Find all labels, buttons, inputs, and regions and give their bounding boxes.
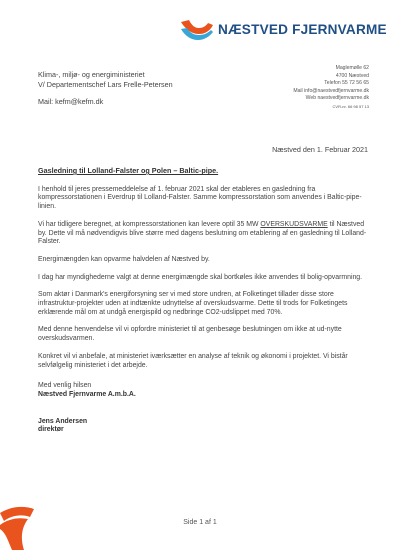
closing-greeting: Med venlig hilsen: [38, 382, 92, 390]
paragraph-7: Konkret vil vi anbefale, at ministeriet iværksætter en analyse af teknik og økonomi i projektet. Vi bistår selvfølgelig ministeriet i det arbejde.: [38, 352, 348, 369]
footer-logo-mark-icon: [0, 505, 34, 555]
signature-title: direktør: [38, 426, 64, 434]
letter-content: [38, 167, 370, 435]
brand-name: NÆSTVED FJERNVARME: [218, 22, 387, 37]
sender-mail[interactable]: Mail info@naestvedfjernvarme.dk: [293, 87, 369, 94]
paragraph-4: I dag har myndighederne valgt at denne energimængde skal bortkøles ikke anvendes til bolig-opvarmning.: [38, 273, 363, 281]
recipient-block: [38, 70, 173, 107]
paragraph-3: Energimængden kan opvarme halvdelen af Næstved by.: [38, 255, 210, 263]
company-logo: [181, 20, 387, 40]
paragraph-2-end: til Næstved by. Dette vil må nødvendigvis blive større med dagens beslutning om etablering af en gasledning til Lolland-Falster.: [38, 220, 367, 246]
recipient-mail[interactable]: Mail: kefm@kefm.dk: [38, 97, 104, 107]
logo-mark-icon: [181, 20, 213, 40]
sender-city: 4700 Næstved: [335, 72, 369, 79]
paragraph-1: I henhold til jeres pressemeddelelse af 1. februar 2021 skal der etableres en gasledning fra kompressorstationen i Everdrup til Lolland-Falster. Samme kompressorstation som anvendes i Baltic-pipe-linien.: [38, 185, 362, 211]
page-number: Side 1 af 1: [183, 519, 217, 526]
sender-phone: Telefon 55 72 56 65: [324, 80, 369, 87]
closing-block: [38, 382, 370, 399]
paragraph-2: [38, 221, 370, 247]
signature-block: [38, 418, 370, 435]
sender-cvr: CVR-nr. 66 98 57 13: [332, 103, 369, 109]
letter-subject: Gasledning til Lolland-Falster og Polen – Baltic-pipe.: [38, 166, 219, 175]
recipient-line-2: V/ Departementschef Lars Frelle-Petersen: [38, 79, 173, 89]
recipient-line-1: Klima-, miljø- og energiministeriet: [38, 70, 145, 79]
sender-address: [293, 65, 369, 110]
closing-company: Næstved Fjernvarme A.m.b.A.: [38, 390, 136, 398]
overskudsvarme-emphasis: OVERSKUDSVARME: [260, 220, 328, 228]
signature-name: Jens Andersen: [38, 417, 88, 425]
letter-date: Næstved den 1. Februar 2021: [272, 145, 368, 154]
paragraph-2-start: Vi har tidligere beregnet, at kompressorstationen kan levere optil 35 MW: [38, 220, 261, 228]
sender-street: Maglemølle 62: [335, 65, 369, 71]
paragraph-5: Som aktør i Danmark's energiforsyning ser vi med store undren, at Folketinget tillader disse store infrastruktur-projekter uden at indtænkte udnyttelse af overskudsvarme. Dette til trods for Folketingets erklærende mål om at undgå energispild og nedbringe CO2-udslippet med 70%.: [38, 291, 348, 316]
paragraph-6: Med denne henvendelse vil vi opfordre ministeriet til at genbesøge beslutningen om ikke at ud-nytte overskudsvarmen.: [38, 326, 342, 343]
sender-web[interactable]: Web naestvedfjernvarme.dk: [305, 95, 369, 102]
